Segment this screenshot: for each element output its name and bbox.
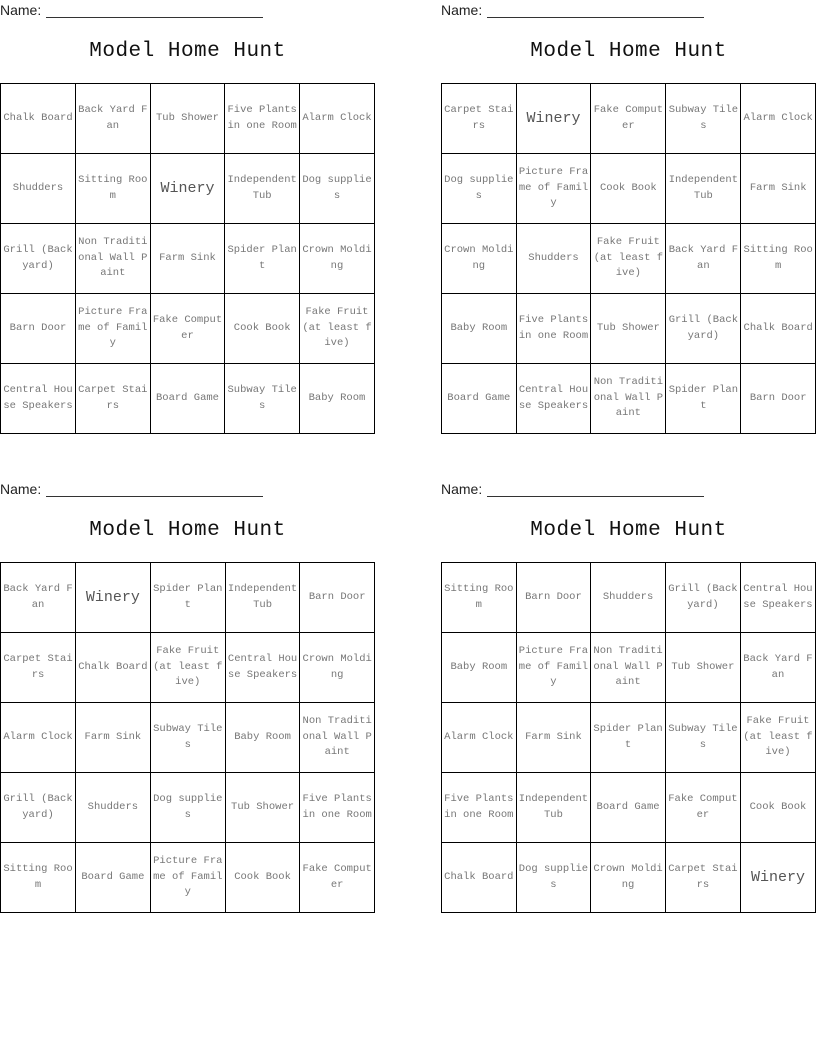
bingo-grid (441, 83, 816, 434)
grid-cell: Spider Plant (225, 224, 300, 294)
grid-row (442, 154, 816, 224)
grid-row (1, 843, 375, 913)
grid-cell: Carpet Stairs (76, 364, 151, 434)
grid-cell: Picture Frame of Family (516, 633, 591, 703)
grid-cell: Shudders (76, 773, 151, 843)
card-title: Model Home Hunt (530, 40, 727, 63)
grid-cell: Picture Frame of Family (76, 294, 151, 364)
bingo-grid (0, 562, 375, 913)
grid-cell: Alarm Clock (741, 84, 816, 154)
grid-cell: Independent Tub (225, 154, 300, 224)
grid-cell: Cook Book (591, 154, 666, 224)
grid-cell: Back Yard Fan (740, 633, 815, 703)
grid-cell: Barn Door (1, 294, 76, 364)
grid-row (442, 84, 816, 154)
grid-cell: Cook Book (225, 294, 300, 364)
grid-row (1, 773, 375, 843)
grid-cell: Fake Fruit (at least five) (591, 224, 666, 294)
card-title: Model Home Hunt (89, 519, 286, 542)
grid-row (442, 773, 816, 843)
grid-cell: Back Yard Fan (76, 84, 151, 154)
name-label: Name: (0, 481, 42, 497)
grid-row (442, 294, 816, 364)
grid-cell: Barn Door (300, 563, 375, 633)
grid-cell: Barn Door (516, 563, 591, 633)
grid-cell: Chalk Board (741, 294, 816, 364)
name-blank-line (487, 17, 704, 18)
grid-cell: Spider Plant (591, 703, 666, 773)
grid-cell: Alarm Clock (299, 84, 374, 154)
grid-cell: Tub Shower (225, 773, 300, 843)
grid-cell: Dog supplies (150, 773, 225, 843)
grid-cell: Shudders (1, 154, 76, 224)
grid-cell: Winery (76, 563, 151, 633)
grid-cell: Alarm Clock (1, 703, 76, 773)
grid-row (1, 703, 375, 773)
name-row (0, 2, 375, 20)
grid-cell: Chalk Board (1, 84, 76, 154)
grid-cell: Baby Room (299, 364, 374, 434)
name-blank-line (46, 496, 263, 497)
name-label: Name: (0, 2, 42, 18)
grid-row (1, 294, 375, 364)
grid-cell: Five Plants in one Room (300, 773, 375, 843)
grid-cell: Winery (516, 84, 591, 154)
grid-cell: Central House Speakers (740, 563, 815, 633)
grid-cell: Tub Shower (150, 84, 225, 154)
grid-cell: Shudders (591, 563, 666, 633)
grid-cell: Grill (Backyard) (666, 294, 741, 364)
grid-cell: Subway Tiles (150, 703, 225, 773)
grid-cell: Dog supplies (299, 154, 374, 224)
grid-cell: Winery (150, 154, 225, 224)
card-title: Model Home Hunt (89, 40, 286, 63)
grid-cell: Sitting Room (741, 224, 816, 294)
grid-cell: Carpet Stairs (1, 633, 76, 703)
grid-cell: Chalk Board (442, 843, 517, 913)
grid-cell: Non Traditional Wall Paint (76, 224, 151, 294)
grid-cell: Sitting Room (442, 563, 517, 633)
grid-cell: Five Plants in one Room (225, 84, 300, 154)
grid-cell: Carpet Stairs (665, 843, 740, 913)
grid-cell: Fake Fruit (at least five) (299, 294, 374, 364)
grid-cell: Five Plants in one Room (442, 773, 517, 843)
grid-row (442, 364, 816, 434)
grid-cell: Non Traditional Wall Paint (591, 633, 666, 703)
grid-cell: Back Yard Fan (666, 224, 741, 294)
grid-cell: Board Game (591, 773, 666, 843)
name-row (441, 2, 816, 20)
grid-cell: Five Plants in one Room (516, 294, 591, 364)
grid-cell: Board Game (442, 364, 517, 434)
grid-cell: Crown Molding (299, 224, 374, 294)
grid-cell: Crown Molding (300, 633, 375, 703)
bingo-grid (441, 562, 816, 913)
grid-cell: Dog supplies (442, 154, 517, 224)
grid-cell: Board Game (150, 364, 225, 434)
grid-cell: Cook Book (740, 773, 815, 843)
grid-cell: Carpet Stairs (442, 84, 517, 154)
grid-cell: Farm Sink (516, 703, 591, 773)
name-blank-line (487, 496, 704, 497)
name-row (0, 481, 375, 499)
grid-row (442, 224, 816, 294)
grid-cell: Baby Room (442, 633, 517, 703)
grid-cell: Fake Computer (591, 84, 666, 154)
grid-cell: Shudders (516, 224, 591, 294)
grid-cell: Grill (Backyard) (1, 773, 76, 843)
grid-cell: Subway Tiles (225, 364, 300, 434)
grid-cell: Tub Shower (591, 294, 666, 364)
grid-cell: Crown Molding (591, 843, 666, 913)
grid-cell: Barn Door (741, 364, 816, 434)
bingo-grid (0, 83, 375, 434)
grid-row (442, 843, 816, 913)
grid-cell: Chalk Board (76, 633, 151, 703)
grid-cell: Baby Room (442, 294, 517, 364)
grid-cell: Fake Computer (300, 843, 375, 913)
grid-cell: Grill (Backyard) (1, 224, 76, 294)
grid-cell: Fake Computer (150, 294, 225, 364)
grid-cell: Fake Computer (665, 773, 740, 843)
grid-cell: Subway Tiles (666, 84, 741, 154)
grid-cell: Farm Sink (76, 703, 151, 773)
name-blank-line (46, 17, 263, 18)
grid-cell: Picture Frame of Family (516, 154, 591, 224)
name-row (441, 481, 816, 499)
grid-cell: Sitting Room (1, 843, 76, 913)
grid-cell: Grill (Backyard) (665, 563, 740, 633)
grid-cell: Non Traditional Wall Paint (300, 703, 375, 773)
grid-row (1, 224, 375, 294)
grid-cell: Sitting Room (76, 154, 151, 224)
grid-row (1, 633, 375, 703)
grid-row (1, 154, 375, 224)
grid-cell: Spider Plant (150, 563, 225, 633)
grid-cell: Central House Speakers (225, 633, 300, 703)
grid-cell: Farm Sink (741, 154, 816, 224)
grid-row (442, 633, 816, 703)
grid-cell: Fake Fruit (at least five) (740, 703, 815, 773)
grid-cell: Board Game (76, 843, 151, 913)
grid-cell: Non Traditional Wall Paint (591, 364, 666, 434)
grid-row (1, 364, 375, 434)
grid-cell: Alarm Clock (442, 703, 517, 773)
grid-cell: Tub Shower (665, 633, 740, 703)
grid-row (1, 563, 375, 633)
grid-cell: Winery (740, 843, 815, 913)
grid-cell: Central House Speakers (1, 364, 76, 434)
grid-cell: Picture Frame of Family (150, 843, 225, 913)
grid-cell: Crown Molding (442, 224, 517, 294)
grid-cell: Independent Tub (666, 154, 741, 224)
grid-cell: Cook Book (225, 843, 300, 913)
grid-cell: Spider Plant (666, 364, 741, 434)
grid-row (442, 563, 816, 633)
grid-row (1, 84, 375, 154)
grid-cell: Central House Speakers (516, 364, 591, 434)
grid-cell: Dog supplies (516, 843, 591, 913)
grid-cell: Farm Sink (150, 224, 225, 294)
grid-cell: Back Yard Fan (1, 563, 76, 633)
grid-cell: Independent Tub (516, 773, 591, 843)
name-label: Name: (441, 481, 483, 497)
name-label: Name: (441, 2, 483, 18)
grid-cell: Subway Tiles (665, 703, 740, 773)
grid-cell: Independent Tub (225, 563, 300, 633)
grid-cell: Fake Fruit (at least five) (150, 633, 225, 703)
grid-cell: Baby Room (225, 703, 300, 773)
card-title: Model Home Hunt (530, 519, 727, 542)
grid-row (442, 703, 816, 773)
